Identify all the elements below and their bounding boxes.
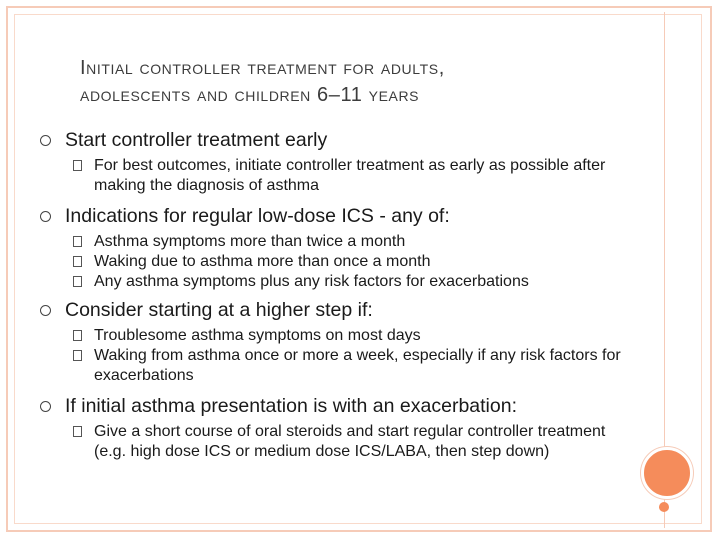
sub-bullet-text: Waking due to asthma more than once a month	[94, 253, 431, 270]
box-bullet-icon	[73, 256, 82, 267]
sub-bullet-text: Give a short course of oral steroids and start regular controller treatment (e.g. high dose ICS or medium dose ICS/LABA, then step down)	[94, 423, 606, 460]
sub-bullet-item	[40, 346, 640, 386]
bullet-list	[40, 128, 640, 462]
sub-bullet-item	[40, 272, 640, 292]
box-bullet-icon	[73, 426, 82, 437]
bullet-text: Start controller treatment early	[65, 129, 328, 151]
bullet-text: Indications for regular low-dose ICS - any of:	[65, 205, 450, 227]
box-bullet-icon	[73, 330, 82, 341]
bullet-item	[40, 298, 640, 322]
title-line-2-prefix: adolescents and children	[80, 84, 318, 106]
box-bullet-icon	[73, 276, 82, 287]
sub-bullet-text: Troublesome asthma symptoms on most days	[94, 327, 421, 344]
circle-bullet-icon	[40, 305, 51, 316]
title-line-1-text: Initial controller treatment for adults,	[80, 57, 445, 79]
circle-bullet-icon	[40, 211, 51, 222]
decorative-orange-circle	[641, 447, 693, 499]
sub-bullet-text: Waking from asthma once or more a week, especially if any risk factors for exacerbations	[94, 347, 621, 384]
decorative-small-circle	[659, 502, 669, 512]
bullet-item	[40, 394, 640, 418]
sub-bullet-text: Asthma symptoms more than twice a month	[94, 233, 406, 250]
bullet-item	[40, 128, 640, 152]
bullet-text: If initial asthma presentation is with an exacerbation:	[65, 395, 517, 417]
bullet-item	[40, 204, 640, 228]
title-line-2-suffix: years	[362, 84, 420, 106]
sub-bullet-item	[40, 156, 640, 196]
sub-bullet-text: For best outcomes, initiate controller treatment as early as possible after making the diagnosis of asthma	[94, 157, 606, 194]
title-line-2-age: 6–11	[317, 84, 363, 106]
box-bullet-icon	[73, 350, 82, 361]
box-bullet-icon	[73, 160, 82, 171]
sub-bullet-item	[40, 422, 640, 462]
slide-title-line-1	[80, 57, 445, 80]
sub-bullet-item	[40, 326, 640, 346]
circle-bullet-icon	[40, 401, 51, 412]
bullet-text: Consider starting at a higher step if:	[65, 299, 373, 321]
sub-bullet-text: Any asthma symptoms plus any risk factors for exacerbations	[94, 273, 529, 290]
box-bullet-icon	[73, 236, 82, 247]
circle-bullet-icon	[40, 135, 51, 146]
sub-bullet-item	[40, 252, 640, 272]
slide-title-line-2	[80, 84, 419, 107]
sub-bullet-item	[40, 232, 640, 252]
